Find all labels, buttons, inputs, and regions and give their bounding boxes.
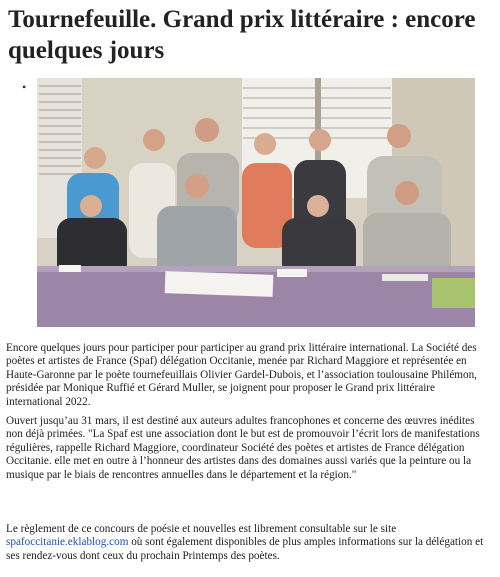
- article-headline: Tournefeuille. Grand prix littéraire : encore quelques jours: [8, 6, 476, 64]
- list-bullet: •: [22, 80, 27, 94]
- paragraph-rules-text-after: où sont également disponibles de plus amples informations sur la délégation et ses rendez-vous dont ceux du prochain Printemps des poètes.: [6, 536, 484, 562]
- group-photo: [37, 78, 475, 327]
- group-photo-illustration: [37, 78, 475, 327]
- paragraph-intro: Encore quelques jours pour participer pour participer au grand prix littéraire international. La Société des poètes et artistes de France (Spaf) délégation Occitanie, menée par Richard Maggiore et représentée en Haute-Garonne par le poète tournefeuillais Olivier Gardel-Dubois, et l’association toulousaine Philémon, présidée par Monique Ruffié et Gérard Muller, se joignent pour proposer le Grand prix littéraire international 2022.: [6, 342, 477, 408]
- paragraph-rules: [6, 523, 494, 563]
- website-link[interactable]: spafoccitanie.eklablog.com: [6, 536, 129, 549]
- paragraph-details: Ouvert jusqu’au 31 mars, il est destiné aux auteurs adultes francophones et concerne des œuvres inédites non déjà primées. "La Spaf est une association dont le but est de promouvoir l’écrit lors de manifestations régulières, rappelle Richard Maggiore, coordinateur Société des poètes et artistes de France délégation Occitanie. elle met en outre à l’honneur des artistes dans des domaines aussi variés que la peinture ou la musique par le biais de rencontres annuelles dans le département et la région.": [6, 415, 480, 481]
- paragraph-rules-text-before: Le règlement de ce concours de poésie et nouvelles est librement consultable sur le site: [6, 523, 397, 535]
